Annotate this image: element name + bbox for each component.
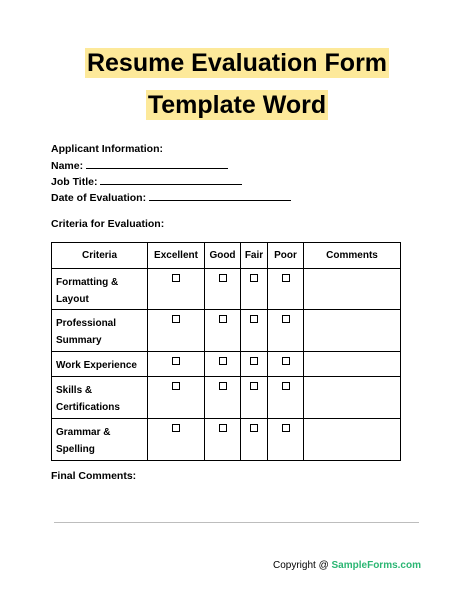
checkbox[interactable] — [282, 424, 290, 432]
poor-cell[interactable] — [268, 310, 304, 352]
criteria-label-line2: Summary — [56, 335, 102, 346]
criteria-cell — [52, 352, 148, 377]
job-title-field-row — [51, 175, 242, 188]
page-title-line-2: Template Word — [147, 91, 327, 119]
header-criteria: Criteria — [52, 243, 148, 269]
checkbox[interactable] — [219, 424, 227, 432]
title-line-1-wrap — [0, 48, 474, 78]
page-title-line-1: Resume Evaluation Form — [86, 49, 388, 77]
criteria-label-line2: Layout — [56, 294, 89, 305]
excellent-cell[interactable] — [148, 352, 205, 377]
copyright-text: Copyright @ — [273, 560, 332, 571]
checkbox[interactable] — [172, 424, 180, 432]
table-row — [52, 269, 401, 310]
table-row — [52, 419, 401, 461]
poor-cell[interactable] — [268, 419, 304, 461]
checkbox[interactable] — [250, 382, 258, 390]
header-excellent: Excellent — [148, 243, 205, 269]
fair-cell[interactable] — [241, 310, 268, 352]
date-field-row — [51, 191, 291, 204]
fair-cell[interactable] — [241, 377, 268, 419]
criteria-heading: Criteria for Evaluation: — [51, 218, 165, 230]
poor-cell[interactable] — [268, 377, 304, 419]
checkbox[interactable] — [250, 357, 258, 365]
brand-link[interactable]: SampleForms.com — [331, 560, 421, 571]
checkbox[interactable] — [219, 382, 227, 390]
table-row — [52, 377, 401, 419]
job-title-label: Job Title: — [51, 176, 98, 188]
job-title-blank-line — [100, 175, 242, 185]
header-good: Good — [205, 243, 241, 269]
criteria-label-line1: Grammar & — [56, 427, 111, 438]
checkbox[interactable] — [250, 274, 258, 282]
criteria-label-line1: Professional — [56, 318, 117, 329]
excellent-cell[interactable] — [148, 377, 205, 419]
checkbox[interactable] — [172, 357, 180, 365]
date-label: Date of Evaluation: — [51, 192, 147, 204]
checkbox[interactable] — [172, 382, 180, 390]
date-blank-line — [149, 191, 291, 201]
header-comments: Comments — [304, 243, 401, 269]
criteria-cell — [52, 269, 148, 310]
comments-cell[interactable] — [304, 352, 401, 377]
checkbox[interactable] — [282, 357, 290, 365]
name-blank-line — [86, 159, 228, 169]
header-fair: Fair — [241, 243, 268, 269]
checkbox[interactable] — [219, 315, 227, 323]
comments-cell[interactable] — [304, 377, 401, 419]
poor-cell[interactable] — [268, 269, 304, 310]
applicant-info-heading: Applicant Information: — [51, 143, 163, 155]
checkbox[interactable] — [172, 274, 180, 282]
checkbox[interactable] — [219, 357, 227, 365]
criteria-label-line1: Skills & — [56, 385, 93, 396]
checkbox[interactable] — [282, 315, 290, 323]
fair-cell[interactable] — [241, 269, 268, 310]
criteria-label-line1: Formatting & — [56, 277, 119, 288]
checkbox[interactable] — [282, 382, 290, 390]
name-field-row — [51, 159, 228, 172]
comments-cell[interactable] — [304, 419, 401, 461]
comments-cell[interactable] — [304, 310, 401, 352]
checkbox[interactable] — [172, 315, 180, 323]
good-cell[interactable] — [205, 352, 241, 377]
header-poor: Poor — [268, 243, 304, 269]
fair-cell[interactable] — [241, 419, 268, 461]
criteria-label-line2: Spelling — [56, 444, 95, 455]
good-cell[interactable] — [205, 310, 241, 352]
table-header-row — [52, 243, 401, 269]
poor-cell[interactable] — [268, 352, 304, 377]
footer-copyright — [273, 560, 421, 571]
checkbox[interactable] — [250, 424, 258, 432]
title-line-2-wrap — [0, 90, 474, 120]
excellent-cell[interactable] — [148, 310, 205, 352]
name-label: Name: — [51, 160, 84, 172]
criteria-cell — [52, 310, 148, 352]
criteria-cell — [52, 419, 148, 461]
good-cell[interactable] — [205, 269, 241, 310]
comments-cell[interactable] — [304, 269, 401, 310]
checkbox[interactable] — [250, 315, 258, 323]
good-cell[interactable] — [205, 377, 241, 419]
final-comments-label: Final Comments: — [51, 470, 137, 482]
checkbox[interactable] — [282, 274, 290, 282]
checkbox[interactable] — [219, 274, 227, 282]
table-row — [52, 310, 401, 352]
divider-line — [54, 522, 419, 523]
excellent-cell[interactable] — [148, 419, 205, 461]
criteria-label-line2: Certifications — [56, 402, 120, 413]
fair-cell[interactable] — [241, 352, 268, 377]
excellent-cell[interactable] — [148, 269, 205, 310]
criteria-cell — [52, 377, 148, 419]
criteria-label-line1: Work Experience — [56, 360, 137, 371]
table-row — [52, 352, 401, 377]
evaluation-table — [51, 242, 401, 461]
good-cell[interactable] — [205, 419, 241, 461]
